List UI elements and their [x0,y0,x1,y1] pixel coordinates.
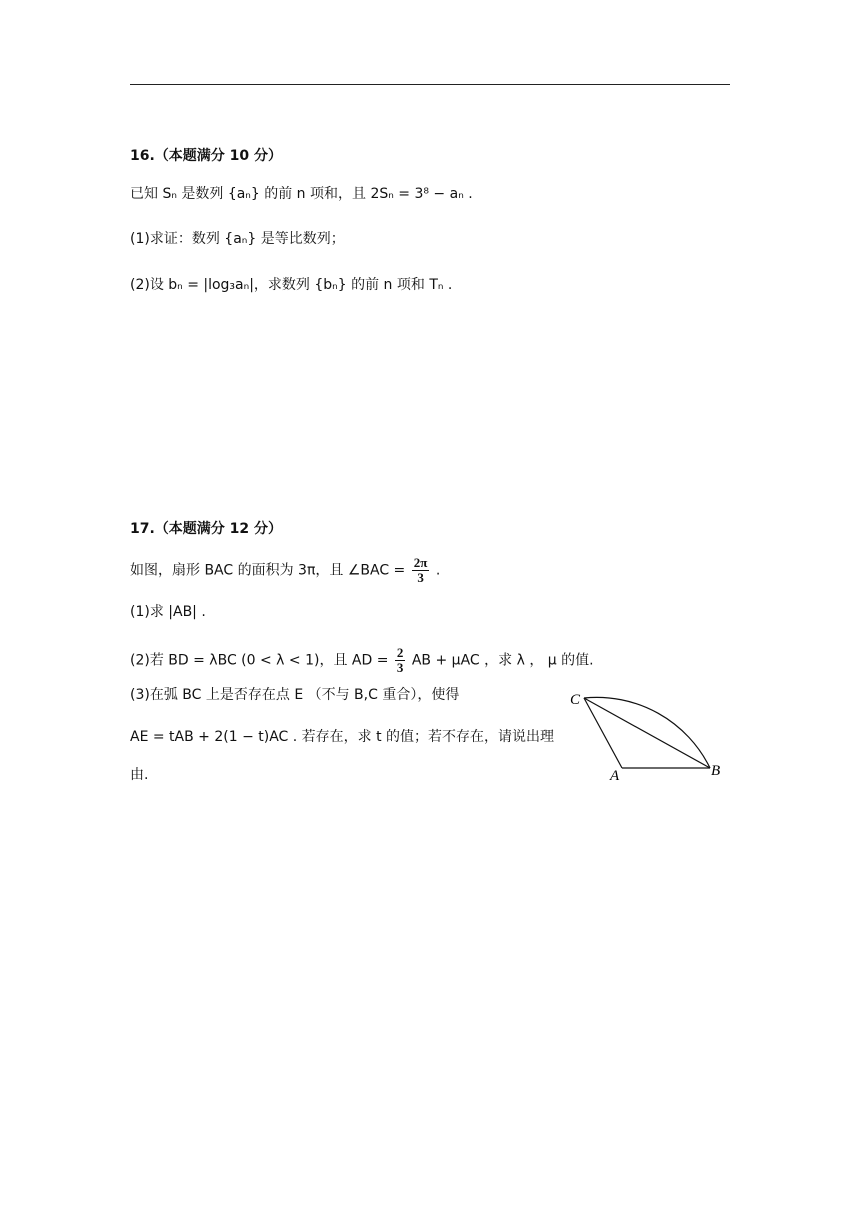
coef-fraction-denominator: 3 [396,660,404,675]
coef-fraction-numerator: 2 [396,645,404,660]
q17-stem-prefix: 如图，扇形 BAC 的面积为 3π，且 ∠BAC = [130,562,406,579]
q17-part1: (1)求 |AB| . [130,604,206,620]
label-c: C [570,692,581,708]
q16-part2: (2)设 bₙ = |log₃aₙ|，求数列 {bₙ} 的前 n 项和 Tₙ . [130,277,453,293]
q16-header: 16.（本题满分 10 分） [130,148,283,164]
angle-fraction-numerator: 2π [413,555,428,570]
q17-part3-line3: 由. [130,767,149,783]
angle-fraction-denominator: 3 [417,570,424,585]
label-b: B [711,763,721,779]
sector-figure [560,680,740,790]
angle-fraction [412,556,430,585]
q17-part2-suffix: AB + μAC ，求 λ ， μ 的值. [411,652,594,669]
q17-stem [130,556,440,585]
q17-part2-prefix: (2)若 BD = λBC (0 < λ < 1)，且 AD = [130,652,389,669]
q17-part3-line1: (3)在弧 BC 上是否存在点 E （不与 B,C 重合），使得 [130,687,460,703]
header-rule [130,84,730,85]
q17-header: 17.（本题满分 12 分） [130,521,283,537]
q16-stem: 已知 Sₙ 是数列 {aₙ} 的前 n 项和，且 2Sₙ = 3⁸ − aₙ . [130,186,473,202]
coef-fraction [395,646,406,675]
q17-part3-line2: AE = tAB + 2(1 − t)AC . 若存在，求 t 的值；若不存在，请说出理 [130,729,555,745]
label-a: A [610,768,620,784]
q16-part1: (1)求证：数列 {aₙ} 是等比数列； [130,231,345,247]
q17-stem-suffix: . [435,562,441,579]
q17-part2 [130,646,594,675]
